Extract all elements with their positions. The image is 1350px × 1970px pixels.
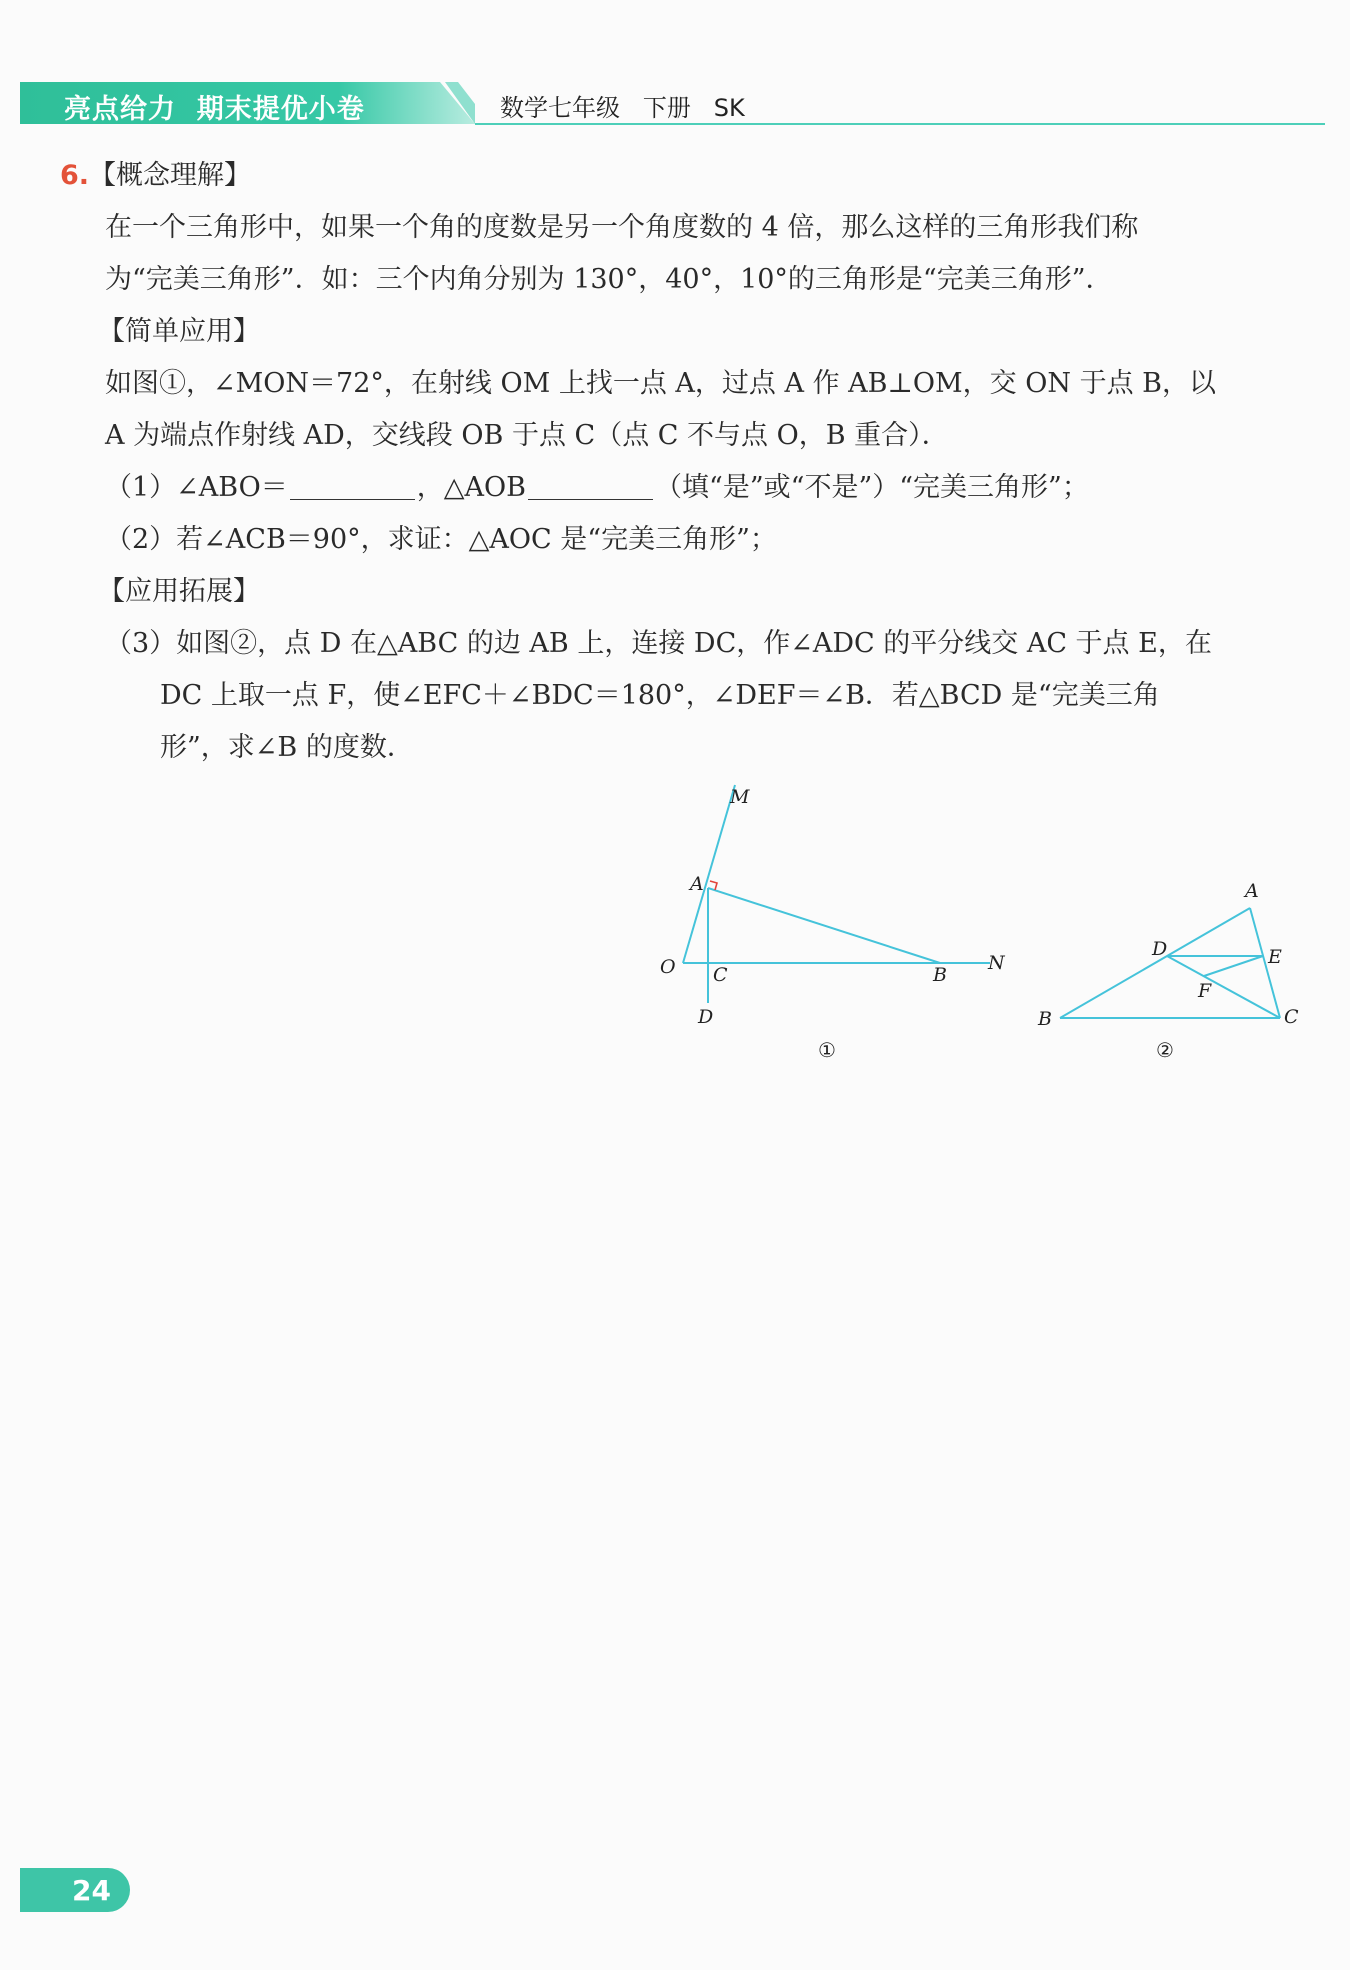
figure-1 xyxy=(650,775,1020,1075)
segment-ef xyxy=(1204,956,1263,976)
header-divider xyxy=(475,123,1325,125)
label-m: M xyxy=(730,786,750,808)
q1-text-b: ，△AOB xyxy=(416,472,527,503)
figure-2 xyxy=(1030,875,1320,1075)
q1-text-c: （填“是”或“不是”）“完美三角形”； xyxy=(655,472,1089,503)
sub-question-1 xyxy=(60,462,1310,514)
figure-2-caption: ② xyxy=(1156,1038,1174,1062)
apply-text-line-2: A 为端点作射线 AD，交线段 OB 于点 C（点 C 不与点 O，B 重合）． xyxy=(105,420,949,451)
section-concept-title: 【概念理解】 xyxy=(89,160,252,191)
header-banner xyxy=(20,82,475,124)
label-f: F xyxy=(1198,980,1212,1002)
apply-text-line-1: 如图①，∠MON＝72°，在射线 OM 上找一点 A，过点 A 作 AB⊥OM，交 ON 于点 B，以 xyxy=(105,368,1217,399)
label-c: C xyxy=(1284,1006,1299,1028)
question-number: 6. xyxy=(60,160,90,191)
page-number: 24 xyxy=(72,1874,111,1907)
segment-dc xyxy=(1167,956,1280,1018)
sub-question-2: （2）若∠ACB＝90°，求证：△AOC 是“完美三角形”； xyxy=(105,524,777,555)
answer-blank-2[interactable] xyxy=(528,469,653,500)
label-e: E xyxy=(1268,946,1282,968)
label-o: O xyxy=(660,956,676,978)
label-b: B xyxy=(1038,1008,1052,1030)
figure-2-lines xyxy=(1060,908,1280,1018)
section-extend-title: 【应用拓展】 xyxy=(98,576,260,607)
subject-label: 数学七年级 下册 SK xyxy=(500,94,745,122)
sub-question-3-line-1: （3）如图②，点 D 在△ABC 的边 AB 上，连接 DC，作∠ADC 的平分线交 AC 于点 E，在 xyxy=(105,628,1212,659)
segment-ab xyxy=(1060,908,1250,1018)
sub-question-3-line-2: DC 上取一点 F，使∠EFC＋∠BDC＝180°，∠DEF＝∠B．若△BCD 是“完美三角 xyxy=(160,680,1160,711)
concept-text-line-1: 在一个三角形中，如果一个角的度数是另一个角度数的 4 倍，那么这样的三角形我们称 xyxy=(105,212,1139,243)
label-a: A xyxy=(690,873,704,895)
answer-blank-1[interactable] xyxy=(290,469,415,500)
q1-text-a: （1）∠ABO＝ xyxy=(105,472,288,503)
concept-text-line-2: 为“完美三角形”．如：三个内角分别为 130°，40°，10°的三角形是“完美三角形”． xyxy=(105,264,1113,295)
sub-question-3-line-3: 形”，求∠B 的度数． xyxy=(160,732,414,763)
label-a: A xyxy=(1245,880,1259,902)
page-number-badge xyxy=(20,1868,130,1912)
figure-1-caption: ① xyxy=(818,1038,836,1062)
question-content xyxy=(60,150,1310,774)
segment-ab xyxy=(708,888,940,963)
label-d: D xyxy=(698,1006,714,1028)
banner-title: 亮点给力 期末提优小卷 xyxy=(64,94,365,124)
section-apply-title: 【简单应用】 xyxy=(98,316,260,347)
page-header xyxy=(20,82,1325,124)
label-d: D xyxy=(1152,938,1168,960)
label-c: C xyxy=(713,964,728,986)
question-heading xyxy=(60,150,1310,202)
label-b: B xyxy=(933,964,947,986)
label-n: N xyxy=(988,952,1005,974)
